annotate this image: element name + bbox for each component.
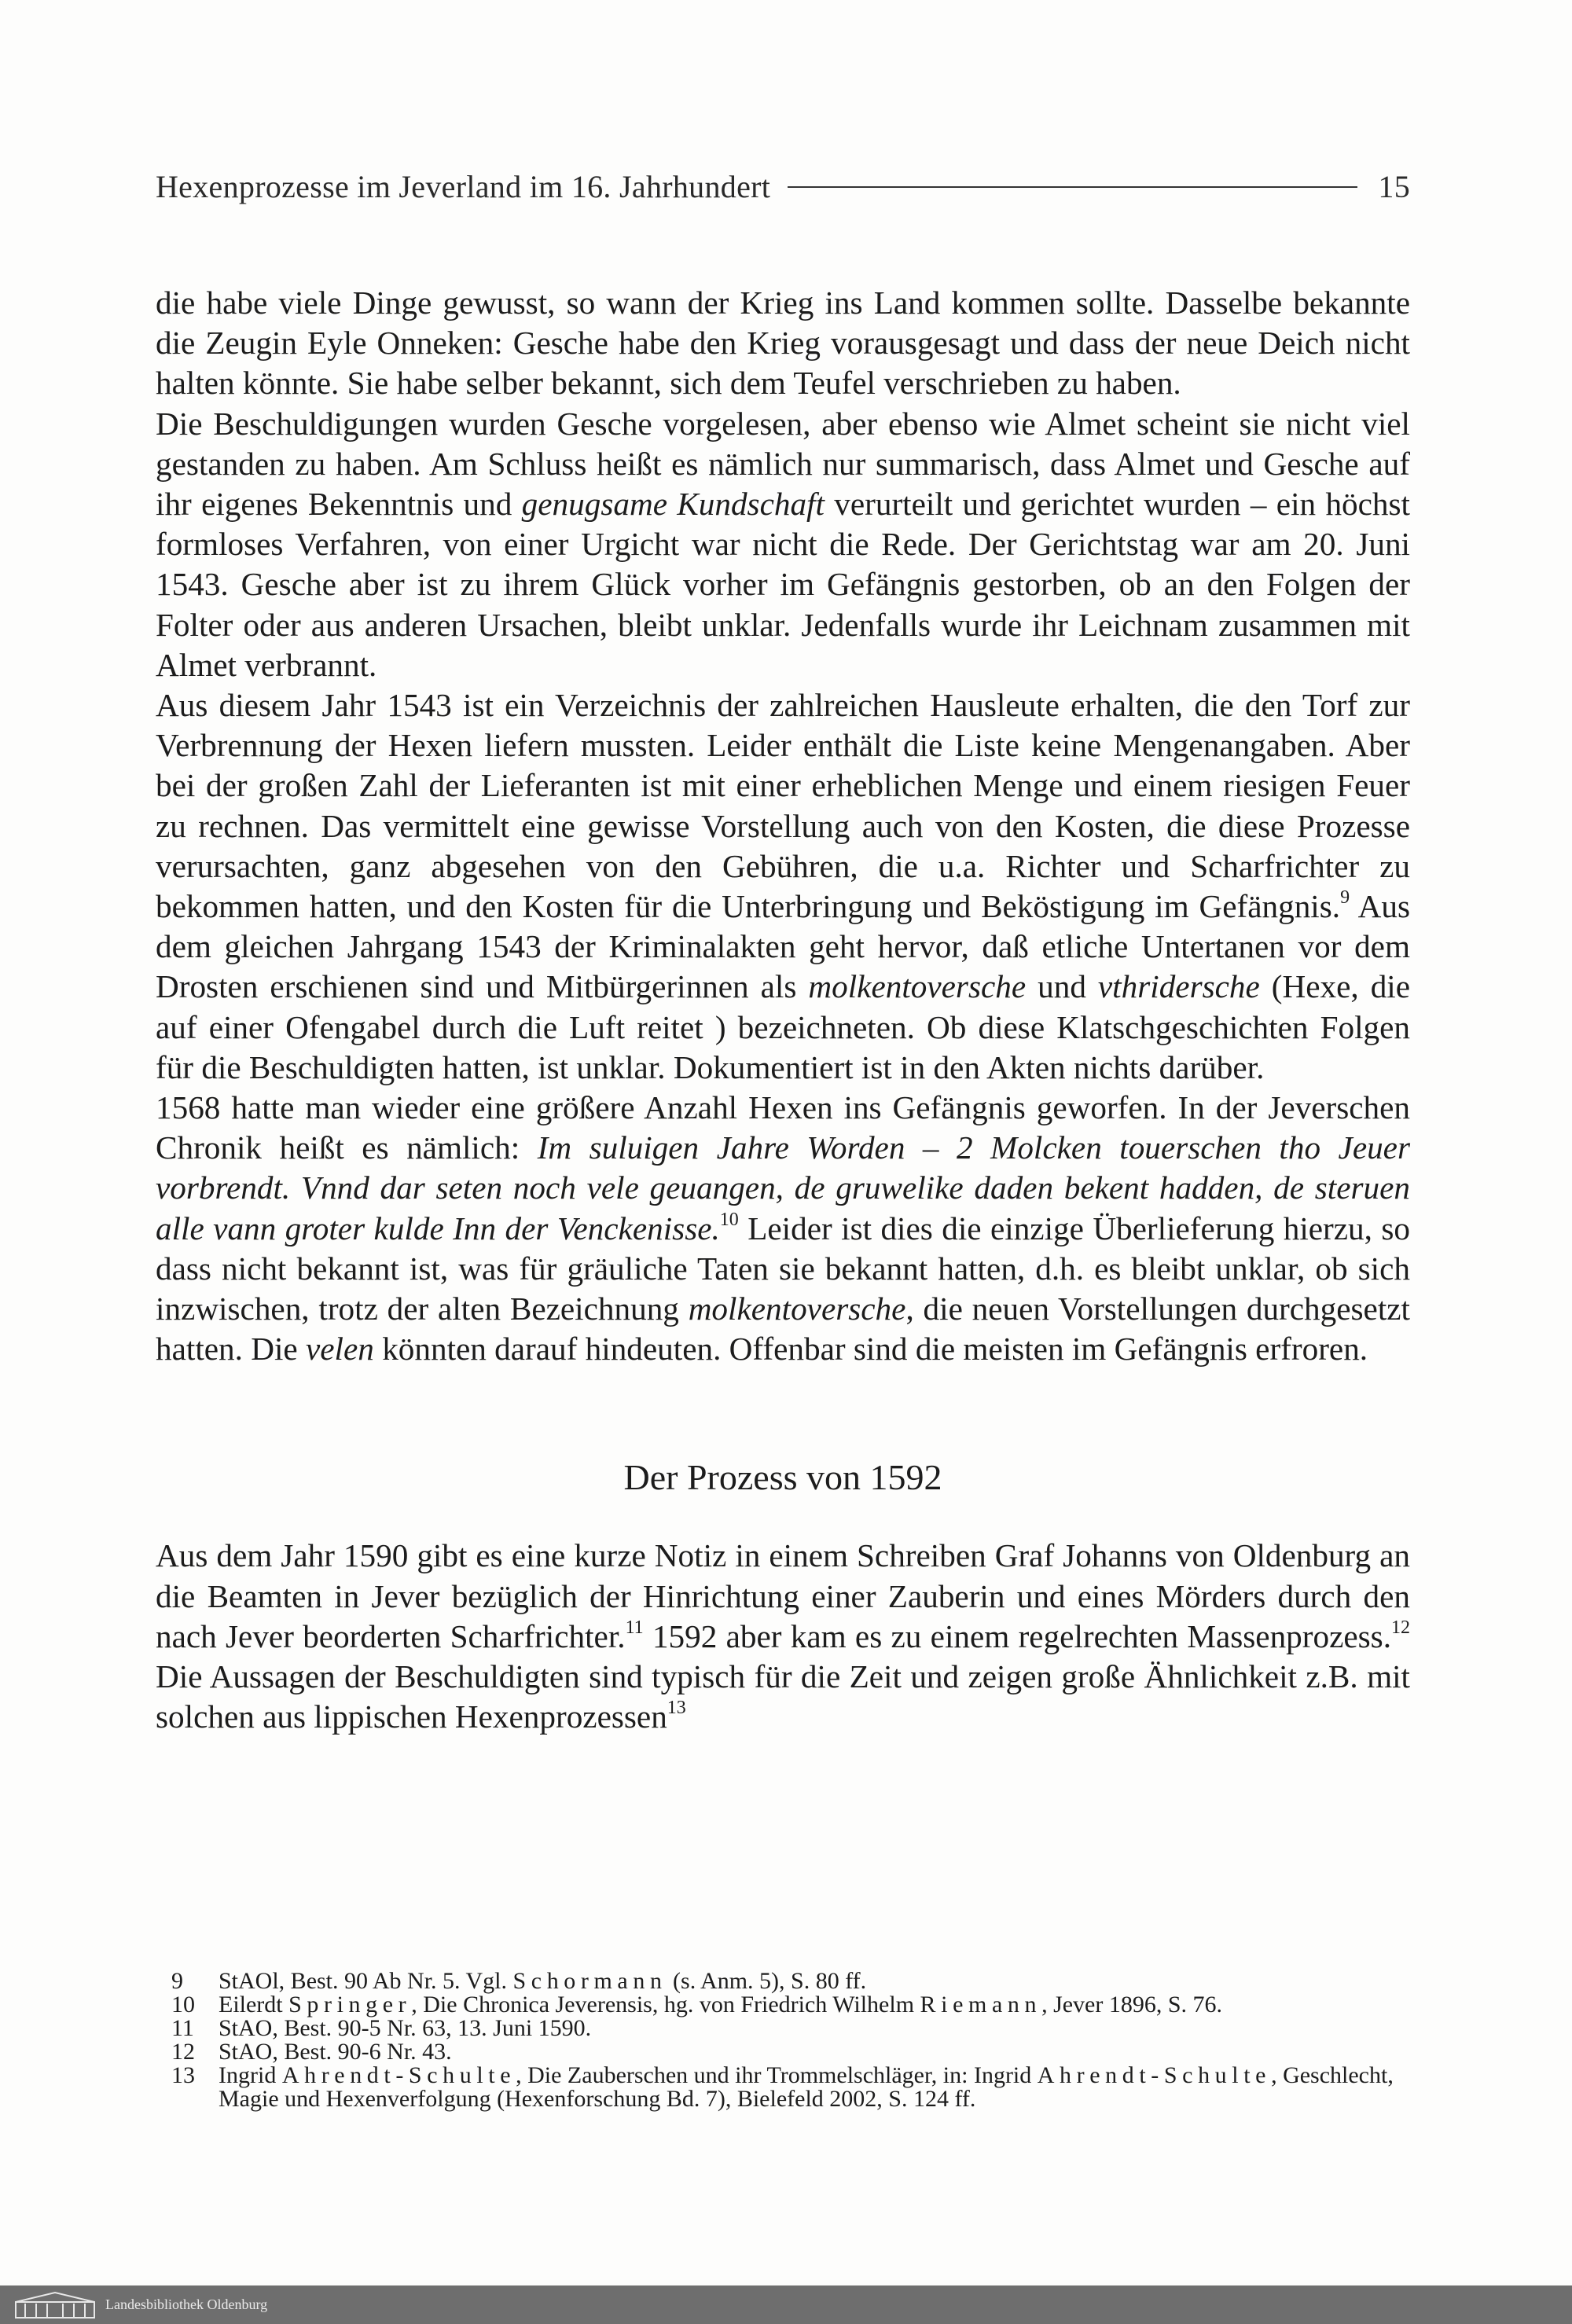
running-header (156, 168, 1410, 205)
footnote-ref[interactable]: 11 (625, 1617, 644, 1638)
text: Leider ist dies die einzige Überlieferung hierzu, so dass nicht bekannt ist, was für gräuliche Taten sie bekannt hatten, d.h. es bleibt unklar, ob sich inzwischen, trotz der alten Bezeichnung (156, 1210, 1410, 1327)
paragraph-4 (156, 1088, 1410, 1369)
text: 1568 hatte man wieder eine größere Anzahl Hexen ins Gefängnis geworfen. In der Jeverschen Chronik heißt es nämlich: (156, 1089, 1410, 1166)
footnote-text: StAO, Best. 90-6 Nr. 43. (219, 2039, 452, 2065)
text: Die Beschuldigungen wurden Gesche vorgelesen, aber ebenso wie Almet scheint sie nicht viel gestanden zu haben. Am Schluss heißt es nämlich nur summarisch, dass Almet und Gesche auf ihr eigenes Bekenntnis und (156, 405, 1410, 523)
footnote-12 (171, 2040, 1410, 2064)
section-heading: Der Prozess von 1592 (623, 1457, 942, 1498)
footnote-text: StAOl, Best. 90 Ab Nr. 5. Vgl. Schormann (s. Anm. 5), S. 80 ff. (219, 1968, 867, 1994)
text: 1592 aber kam es zu einem regelrechten Massenprozess. (643, 1617, 1392, 1654)
footnote-ref[interactable]: 13 (667, 1698, 686, 1719)
italic-term: molkentoversche (808, 968, 1027, 1005)
paragraph-2 (156, 404, 1410, 685)
text: verurteilt und gerichtet wurden – ein höchst formloses Verfahren, von einer Urgicht war nicht die Rede. Der Gerichtstag war am 20. Juni 1543. Gesche aber ist zu ihrem Glück vorher im Gefängnis gestorben, ob an den Folgen der Folter oder aus anderen Ursachen, bleibt unklar. Jedenfalls wurde ihr Leichnam zusammen mit Almet verbrannt. (156, 486, 1410, 683)
footnote-text: StAO, Best. 90-5 Nr. 63, 13. Juni 1590. (219, 2015, 592, 2041)
header-rule (788, 186, 1357, 188)
footnote-number: 12 (171, 2039, 195, 2065)
library-name: Landesbibliothek Oldenburg (105, 2296, 268, 2312)
italic-quote: Im suluigen Jahre Worden – 2 Molcken touerschen tho Jeuer vorbrendt. Vnnd dar seten noch vele geuangen, de gruwelike daden bekent hadden, de steruen alle vann groter kulde Inn der Venckenisse. (156, 1129, 1410, 1246)
paragraph-5 (156, 1536, 1410, 1737)
paragraph-3 (156, 685, 1410, 1088)
italic-term: vthridersche (1097, 968, 1260, 1005)
text: Aus dem Jahr 1590 gibt es eine kurze Notiz in einem Schreiben Graf Johanns von Oldenburg an die Beamten in Jever bezüglich der Hinrichtung einer Zauberin und eines Mörders durch den nach Jever beorderten Scharfrichter. (156, 1537, 1410, 1654)
footnote-13 (171, 2064, 1410, 2111)
page-body (156, 283, 1410, 1738)
text: (Hexe, die auf einer Ofengabel durch die Luft reitet ) bezeichneten. Ob diese Klatschgeschichten Folgen für die Beschuldigten hatten, ist unklar. Dokumentiert ist in den Akten nichts darüber. (156, 968, 1411, 1085)
running-title: Hexenprozesse im Jeverland im 16. Jahrhundert (156, 169, 771, 204)
italic-term: velen (306, 1331, 374, 1368)
footnote-text: Ingrid Ahrendt-Schulte, Die Zauberschen und ihr Trommelschläger, in: Ingrid Ahrendt-Schulte, Geschlecht, Magie und Hexenverfolgung (Hexenforschung Bd. 7), Bielefeld 2002, S. 124 ff. (219, 2062, 1394, 2112)
footnotes (171, 1970, 1410, 2111)
footnote-11 (171, 2017, 1410, 2040)
paragraph-1 (156, 283, 1410, 404)
text: und (1026, 968, 1098, 1005)
footnote-ref[interactable]: 9 (1340, 887, 1350, 909)
text: Die Aussagen der Beschuldigten sind typisch für die Zeit und zeigen große Ähnlichkeit z.B. mit solchen aus lippischen Hexenprozessen (156, 1658, 1410, 1735)
footnote-ref[interactable]: 12 (1391, 1617, 1411, 1638)
text: Aus dem gleichen Jahrgang 1543 der Kriminalakten geht hervor, daß etliche Untertanen vor dem Drosten erschienen sind und Mitbürgerinnen als (156, 888, 1410, 1005)
footnote-ref[interactable]: 10 (719, 1209, 739, 1230)
footnote-number: 13 (171, 2062, 195, 2088)
text: die habe viele Dinge gewusst, so wann der Krieg ins Land kommen sollte. Dasselbe bekannte die Zeugin Eyle Onneken: Gesche habe den Krieg vorausgesagt und dass der neue Deich nicht halten könnte. Sie habe selber bekannt, sich dem Teufel verschrieben zu haben. (156, 285, 1410, 402)
footnote-text: Eilerdt Springer, Die Chronica Jeverensis, hg. von Friedrich Wilhelm Riemann, Jever 1896, S. 76. (219, 1992, 1223, 2017)
page-number: 15 (1378, 169, 1410, 204)
library-building-icon (14, 2291, 96, 2319)
footnote-number: 11 (171, 2015, 194, 2041)
text: Aus diesem Jahr 1543 ist ein Verzeichnis der zahlreichen Hausleute erhalten, die den Torf zur Verbrennung der Hexen liefern mussten. Leider enthält die Liste keine Mengenangaben. Aber bei der großen Zahl der Lieferanten ist mit einer erheblichen Menge und einem riesigen Feuer zu rechnen. Das vermittelt eine gewisse Vorstellung auch von den Kosten, die diese Prozesse verursachten, ganz abgesehen von den Gebühren, die u.a. Richter und Scharfrichter zu bekommen hatten, und den Kosten für die Unterbringung und Beköstigung im Gefängnis. (156, 687, 1410, 925)
footnote-number: 9 (171, 1968, 183, 1994)
text: , die neuen Vorstellungen durchgesetzt hatten. Die (156, 1290, 1410, 1368)
footnote-10 (171, 1993, 1410, 2017)
italic-quote: genugsame Kundschaft (521, 486, 825, 523)
footnote-number: 10 (171, 1992, 195, 2017)
text: könnten darauf hindeuten. Offenbar sind die meisten im Gefängnis erfroren. (373, 1331, 1368, 1368)
italic-term: molkentoversche (688, 1290, 906, 1327)
footnote-9 (171, 1970, 1410, 1993)
library-footer-bar (0, 2285, 1572, 2324)
